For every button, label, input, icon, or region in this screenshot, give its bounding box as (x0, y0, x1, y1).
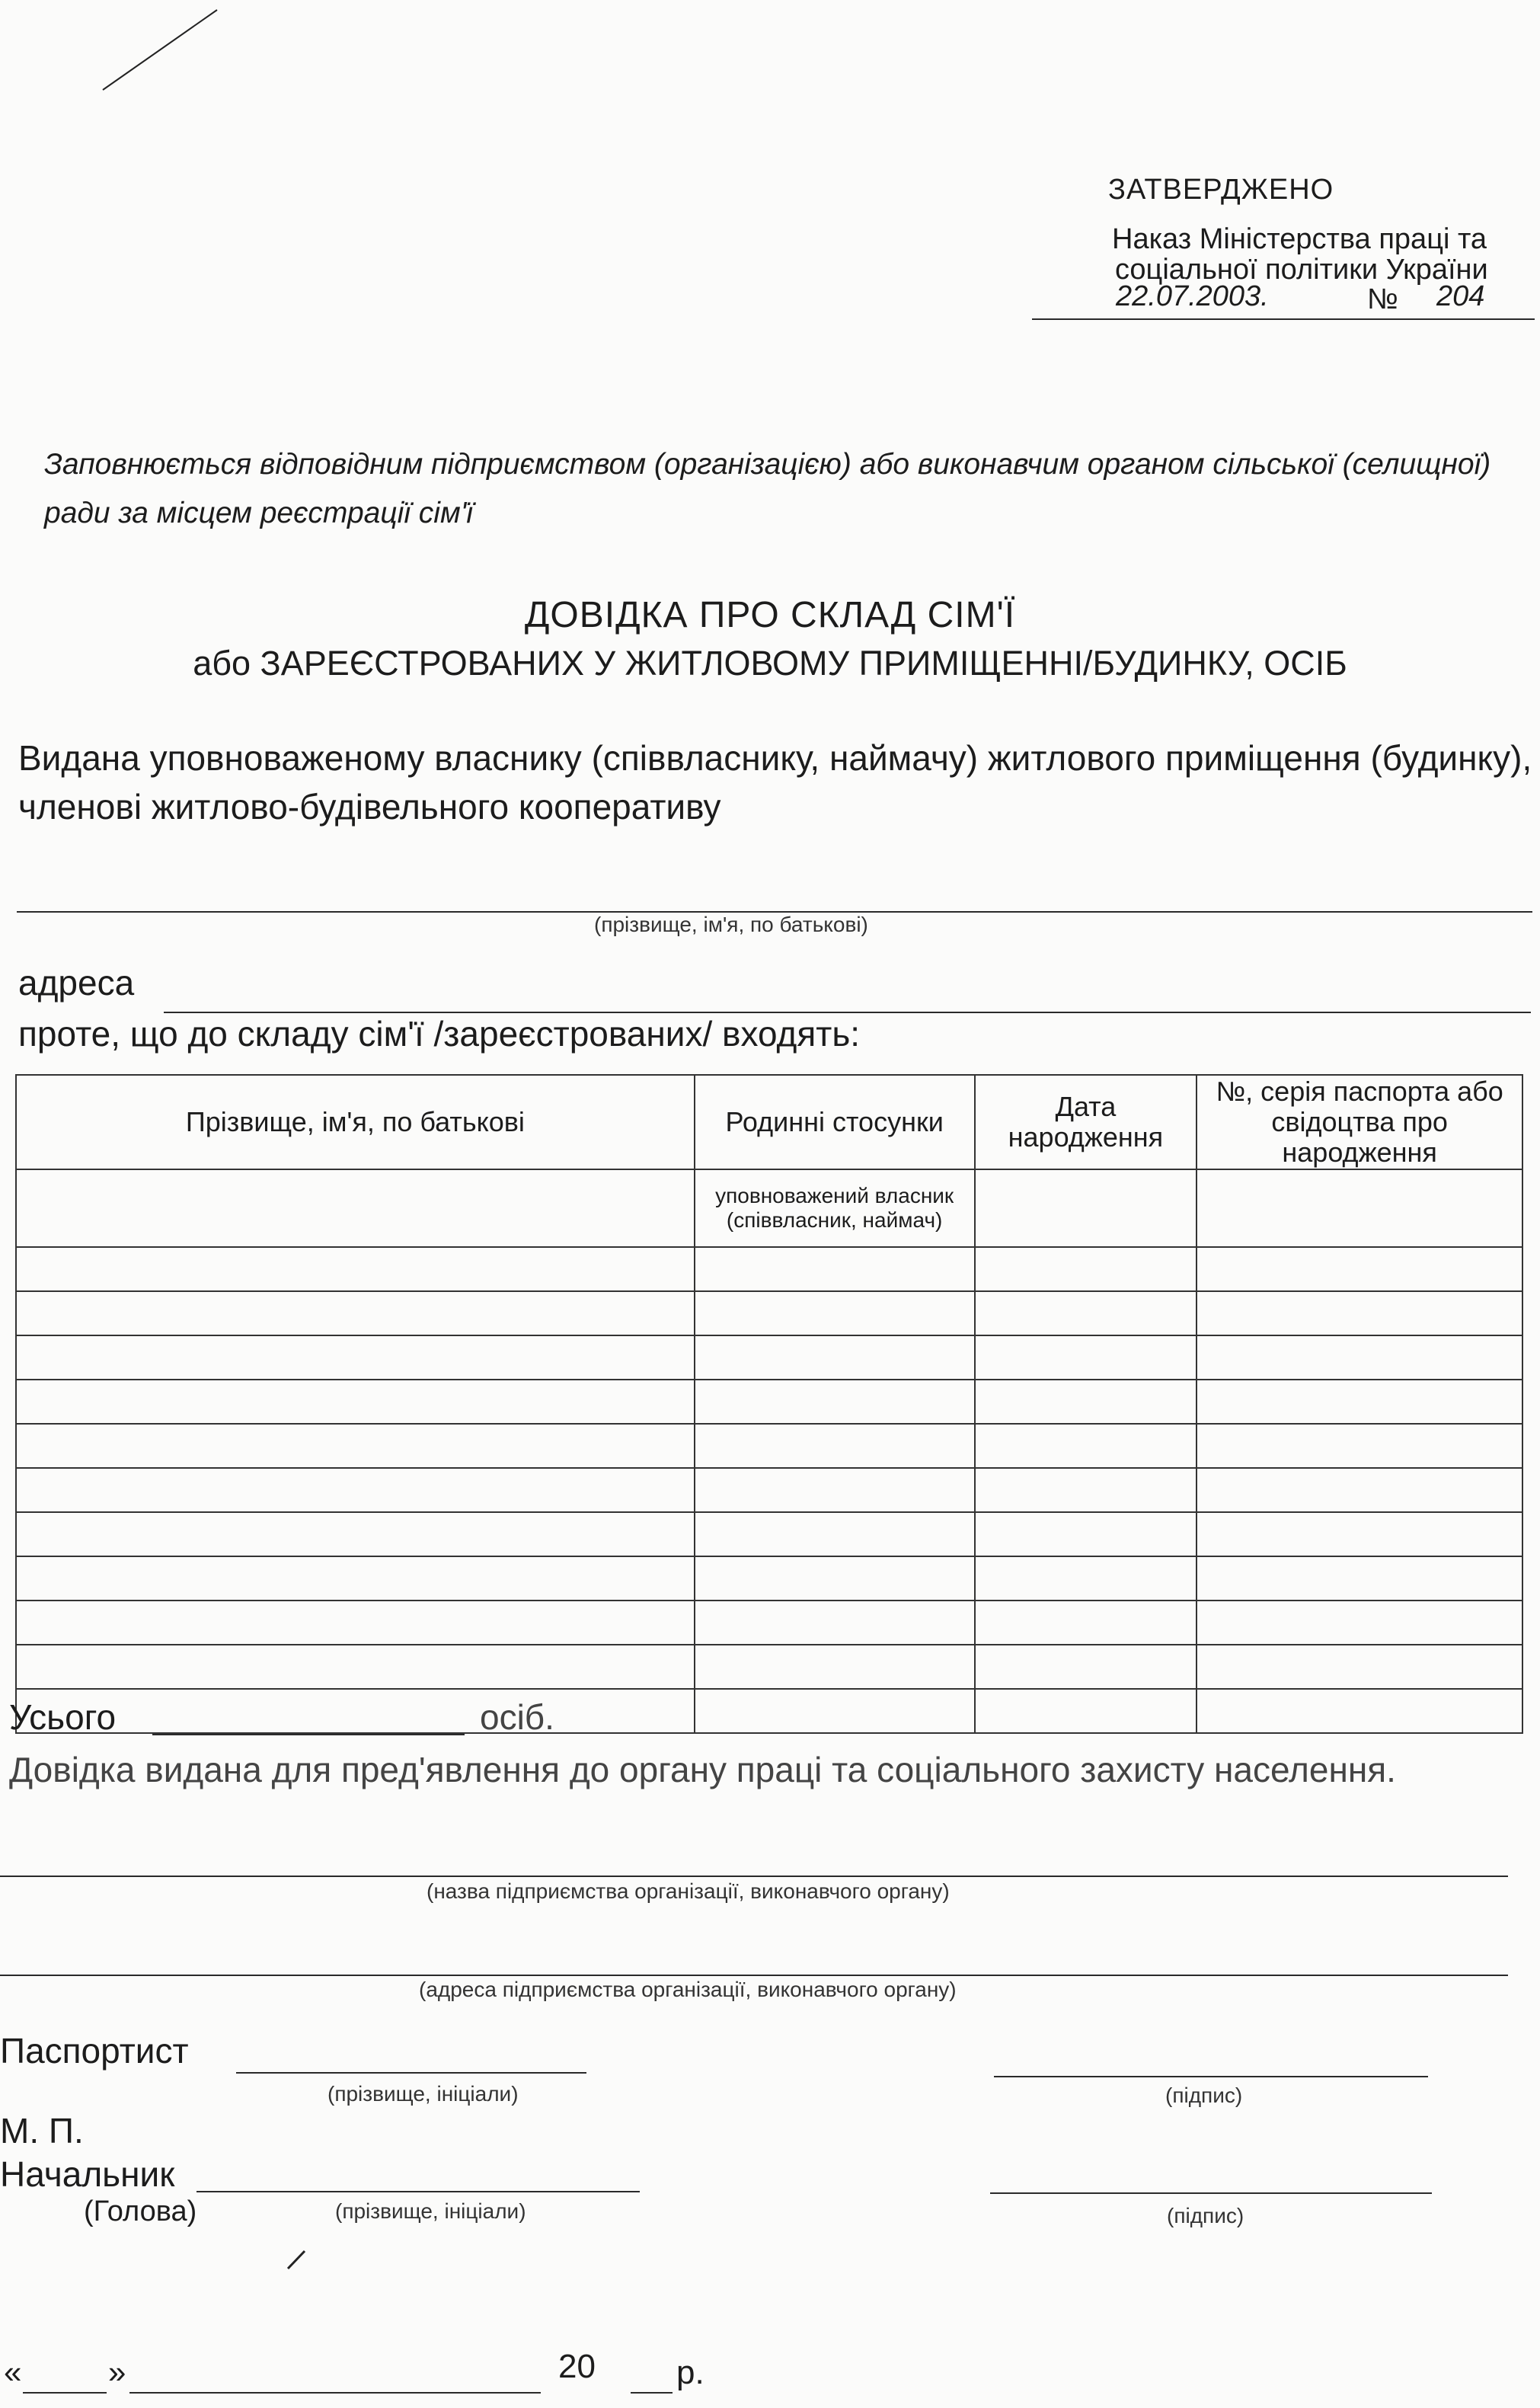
fill-instruction: Заповнюється відповідним підприємством (організацією) або виконавчим органом сільської (селищної) ради за місцем реєстрації сім'ї (44, 448, 1491, 529)
stamp-place-label: М. П. (0, 2111, 84, 2151)
owner-relation-cell: уповноважений власник (співвласник, наймач) (695, 1169, 975, 1247)
signature-caption: (підпис) (1165, 2083, 1243, 2107)
table-cell[interactable] (16, 1380, 695, 1424)
table-cell[interactable] (695, 1601, 975, 1645)
chief-label: Начальник (0, 2154, 175, 2194)
table-row (16, 1424, 1522, 1468)
table-cell[interactable] (1197, 1291, 1522, 1335)
table-cell[interactable] (16, 1512, 695, 1556)
table-cell[interactable] (975, 1512, 1197, 1556)
col-header-relation: Родинні стосунки (695, 1075, 975, 1169)
col-header-full-name: Прізвище, ім'я, по батькові (16, 1075, 695, 1169)
date-quote-close: » (108, 2354, 126, 2390)
table-cell[interactable] (16, 1247, 695, 1291)
order-line-2: соціальної політики України (1115, 254, 1488, 286)
table-row (16, 1689, 1522, 1733)
family-members-label: проте, що до складу сім'ї /зареєстрованих/ входять: (18, 1014, 861, 1054)
date-day-line[interactable] (23, 2392, 107, 2394)
persons-label: осіб. (480, 1697, 554, 1737)
table-cell[interactable] (1197, 1645, 1522, 1689)
person-name-caption: (прізвище, ім'я, по батькові) (594, 913, 868, 936)
total-count-line[interactable] (152, 1734, 465, 1735)
passport-officer-label: Паспортист (0, 2031, 189, 2071)
table-cell[interactable] (16, 1424, 695, 1468)
table-cell[interactable] (975, 1468, 1197, 1512)
table-cell[interactable] (1197, 1556, 1522, 1601)
passport-officer-signature-line[interactable] (994, 2076, 1428, 2077)
table-cell[interactable] (1197, 1601, 1522, 1645)
table-cell[interactable] (1197, 1380, 1522, 1424)
table-row (16, 1556, 1522, 1601)
table-row (16, 1512, 1522, 1556)
table-cell[interactable] (16, 1169, 695, 1247)
order-underline (1032, 318, 1535, 320)
table-cell[interactable] (1197, 1169, 1522, 1247)
year-suffix: р. (676, 2354, 705, 2391)
table-cell[interactable] (16, 1601, 695, 1645)
table-cell[interactable] (695, 1335, 975, 1380)
table-cell[interactable] (975, 1335, 1197, 1380)
address-label: адреса (18, 963, 135, 1003)
col-header-document: №, серія паспорта або свідоцтва про народження (1197, 1075, 1522, 1169)
name-initials-caption: (прізвище, ініціали) (335, 2199, 526, 2223)
table-cell[interactable] (1197, 1689, 1522, 1733)
pen-stroke-mark (95, 6, 225, 98)
order-number-label: № (1367, 283, 1398, 315)
table-cell[interactable] (1197, 1424, 1522, 1468)
table-header-row (16, 1075, 1522, 1169)
table-cell[interactable] (1197, 1468, 1522, 1512)
chief-name-line[interactable] (196, 2191, 640, 2192)
table-cell[interactable] (16, 1645, 695, 1689)
issued-to-text: Видана уповноваженому власнику (співвласнику, наймачу) житлового приміщення (будинку), членові житлово-будівельного кооперативу (18, 738, 1532, 827)
table-cell[interactable] (975, 1601, 1197, 1645)
chief-signature-line[interactable] (990, 2192, 1432, 2194)
table-cell[interactable] (16, 1335, 695, 1380)
table-row (16, 1645, 1522, 1689)
year-prefix: 20 (558, 2348, 596, 2385)
table-cell[interactable] (975, 1169, 1197, 1247)
document-title: ДОВІДКА ПРО СКЛАД СІМ'Ї (524, 595, 1016, 635)
table-cell[interactable] (695, 1468, 975, 1512)
table-row (16, 1291, 1522, 1335)
table-row (16, 1468, 1522, 1512)
table-cell[interactable] (695, 1380, 975, 1424)
head-label: (Голова) (84, 2195, 197, 2227)
signature-caption: (підпис) (1167, 2204, 1244, 2227)
table-cell[interactable] (695, 1512, 975, 1556)
table-cell[interactable] (975, 1645, 1197, 1689)
table-cell[interactable] (16, 1689, 695, 1733)
name-initials-caption: (прізвище, ініціали) (327, 2082, 519, 2106)
table-cell[interactable] (975, 1556, 1197, 1601)
table-cell[interactable] (1197, 1512, 1522, 1556)
table-cell[interactable] (16, 1291, 695, 1335)
date-quote-open: « (4, 2354, 22, 2390)
table-cell[interactable] (16, 1556, 695, 1601)
family-members-table (15, 1074, 1523, 1734)
table-cell[interactable] (975, 1247, 1197, 1291)
table-cell[interactable] (975, 1291, 1197, 1335)
date-month-line[interactable] (129, 2392, 541, 2394)
table-cell[interactable] (695, 1291, 975, 1335)
table-cell[interactable] (1197, 1247, 1522, 1291)
order-date: 22.07.2003. (1116, 280, 1269, 312)
table-cell[interactable] (695, 1247, 975, 1291)
table-row (16, 1247, 1522, 1291)
table-cell[interactable] (975, 1424, 1197, 1468)
table-cell[interactable] (695, 1556, 975, 1601)
org-address-caption: (адреса підприємства організації, виконавчого органу) (419, 1978, 957, 2001)
org-address-line[interactable] (0, 1975, 1508, 1976)
col-header-birth-date: Дата народження (975, 1075, 1197, 1169)
table-cell[interactable] (975, 1380, 1197, 1424)
table-cell[interactable] (975, 1689, 1197, 1733)
table-row (16, 1601, 1522, 1645)
table-cell[interactable] (695, 1645, 975, 1689)
table-cell[interactable] (1197, 1335, 1522, 1380)
org-name-caption: (назва підприємства організації, виконавчого органу) (427, 1879, 950, 1903)
total-label: Усього (9, 1697, 117, 1737)
table-cell[interactable] (16, 1468, 695, 1512)
table-row (16, 1335, 1522, 1380)
document-subtitle: або ЗАРЕЄСТРОВАНИХ У ЖИТЛОВОМУ ПРИМІЩЕННІ/БУДИНКУ, ОСІБ (193, 644, 1347, 683)
purpose-text: Довідка видана для пред'явлення до органу праці та соціального захисту населення. (9, 1750, 1396, 1789)
order-line-1: Наказ Міністерства праці та (1112, 223, 1487, 255)
passport-officer-name-line[interactable] (236, 2072, 586, 2074)
order-number: 204 (1436, 280, 1485, 312)
table-row (16, 1169, 1522, 1247)
org-name-line[interactable] (0, 1876, 1508, 1877)
table-row (16, 1380, 1522, 1424)
date-year-line[interactable] (631, 2392, 673, 2394)
table-cell[interactable] (695, 1424, 975, 1468)
pen-tick-mark (282, 2247, 312, 2278)
table-cell[interactable] (695, 1689, 975, 1733)
approval-stamp-title: ЗАТВЕРДЖЕНО (1108, 174, 1334, 206)
